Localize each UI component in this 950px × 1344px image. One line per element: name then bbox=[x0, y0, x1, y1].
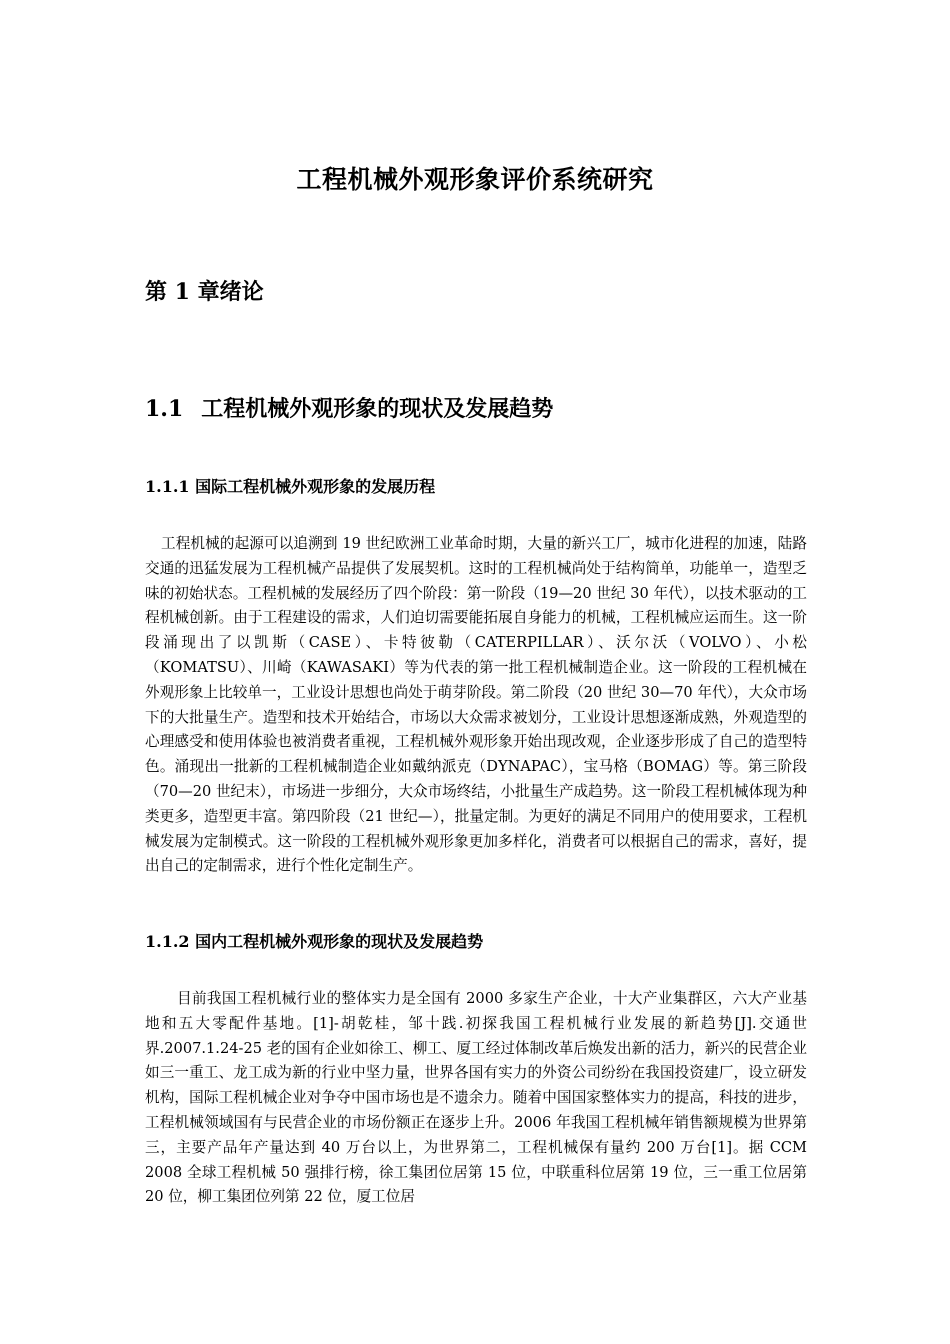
chapter-heading: 第 1 章绪论 bbox=[145, 279, 264, 305]
document-title: 工程机械外观形象评价系统研究 bbox=[296, 165, 654, 194]
subsection-heading-1: 1.1.1 国际工程机械外观形象的发展历程 bbox=[145, 477, 436, 496]
subsection-heading-2: 1.1.2 国内工程机械外观形象的现状及发展趋势 bbox=[145, 932, 484, 951]
section-title: 工程机械外观形象的现状及发展趋势 bbox=[201, 396, 554, 422]
section-heading bbox=[145, 392, 553, 423]
body-paragraph-1: 工程机械的起源可以追溯到 19 世纪欧洲工业革命时期，大量的新兴工厂，城市化进程的加速，陆路交通的迅猛发展为工程机械产品提供了发展契机。这时的工程机械尚处于结构简单，功能单一，造型乏味的初始状态。工程机械的发展经历了四个阶段：第一阶段（19—20 世纪 30 年代），以技术驱动的工程机械创新。由于工程建设的需求，人们迫切需要能拓展自身能力的机械，工程机械应运而生。这一阶段涌现出了以凯斯（CASE）、卡特彼勒（CATERPILLAR）、沃尔沃（VOLVO）、小松（KOMATSU）、川崎（KAWASAKI）等为代表的第一批工程机械制造企业。这一阶段的工程机械在外观形象上比较单一，工业设计思想也尚处于萌芽阶段。第二阶段（20 世纪 30—70 年代），大众市场下的大批量生产。造型和技术开始结合，市场以大众需求被划分，工业设计思想逐渐成熟，外观造型的心理感受和使用体验也被消费者重视，工程机械外观形象开始出现改观，企业逐步形成了自己的造型特色。涌现出一批新的工程机械制造企业如戴纳派克（DYNAPAC），宝马格（BOMAG）等。第三阶段（70—20 世纪末），市场进一步细分，大众市场终结，小批量生产成趋势。这一阶段工程机械体现为种类更多，造型更丰富。第四阶段（21 世纪—），批量定制。为更好的满足不同用户的使用要求，工程机械发展为定制模式。这一阶段的工程机械外观形象更加多样化，消费者可以根据自己的需求，喜好，提出自己的定制需求，进行个性化定制生产。 bbox=[145, 535, 808, 875]
section-number: 1.1 bbox=[145, 396, 184, 422]
body-paragraph-2: 目前我国工程机械行业的整体实力是全国有 2000 多家生产企业，十大产业集群区，六大产业基地和五大零配件基地。[1]-胡乾桂，邹十践.初探我国工程机械行业发展的新趋势[J].交通世界.2007.1.24-25 老的国有企业如徐工、柳工、厦工经过体制改革后焕发出新的活力，新兴的民营企业如三一重工、龙工成为新的行业中坚力量，世界各国有实力的外资公司纷纷在我国投资建厂，设立研发机构，国际工程机械企业对争夺中国市场也是不遗余力。随着中国国家整体实力的提高，科技的进步，工程机械领域国有与民营企业的市场份额正在逐步上升。2006 年我国工程机械年销售额规模为世界第三，主要产品年产量达到 40 万台以上，为世界第二，工程机械保有量约 200 万台[1]。据 CCM 2008 全球工程机械 50 强排行榜，徐工集团位居第 15 位，中联重科位居第 19 位，三一重工位居第 20 位，柳工集团位列第 22 位，厦工位居 bbox=[145, 990, 807, 1206]
